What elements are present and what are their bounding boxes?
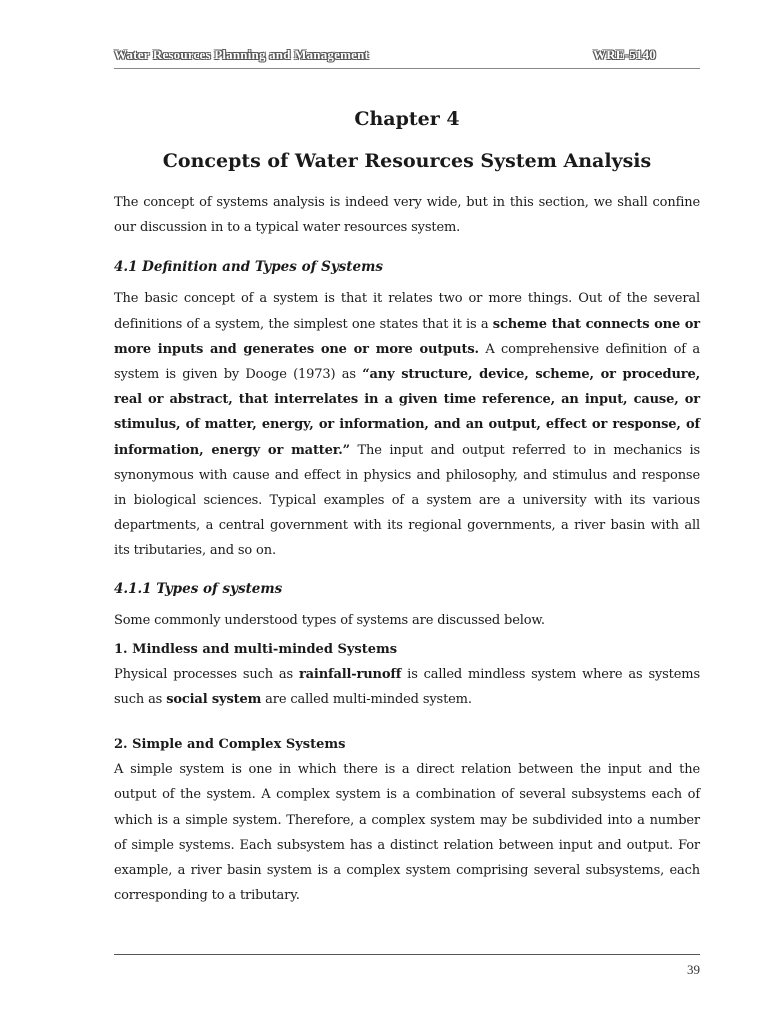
definition-text-3: The input and output referred to in mechanics is synonymous with cause and effect in physics and philosophy, and stimulus and response in biological sciences. Typical examples of a system are a university with its various departments, a central government with its regional governments, a river basin with all its tributaries, and so on. [114, 442, 700, 559]
type-1-text-1: Physical processes such as [114, 666, 299, 682]
page-number: 39 [687, 962, 700, 977]
type-1-heading: 1. Mindless and multi-minded Systems [114, 641, 398, 657]
definition-bold-1: scheme that connects one or more inputs and generates one or more outputs. [114, 316, 700, 357]
page-content [114, 100, 700, 908]
type-2-paragraph: A simple system is one in which there is a direct relation between the input and the output of the system. A complex system is a combination of several subsystems each of which is a simple system. Therefore, a complex system may be subdivided into a number of simple systems. Each subsystem has a distinct relation between input and output. For example, a river basin system is a complex system comprising several subsystems, each corresponding to a tributary. [114, 762, 700, 904]
definition-text-1: The basic concept of a system is that it relates two or more things. Out of the several definitions of a system, the simplest one states that it is a [114, 291, 700, 332]
types-intro-paragraph: Some commonly understood types of systems are discussed below. [114, 612, 545, 628]
course-code: WRE-5140 [593, 47, 656, 62]
intro-paragraph: The concept of systems analysis is indeed very wide, but in this section, we shall confine our discussion in to a typical water resources system. [114, 195, 700, 236]
section-heading-4-1: 4.1 Definition and Types of Systems [114, 259, 383, 276]
definition-paragraph [114, 286, 700, 563]
dooge-definition-quote: “any structure, device, scheme, or procedure, real or abstract, that interrelates in a given time reference, an input, cause, or stimulus, of matter, energy, or information, and an output, effect or response, of information, energy or matter.” [114, 367, 700, 458]
course-title: Water Resources Planning and Management [114, 47, 370, 62]
type-1-bold-2: social system [166, 692, 262, 708]
type-2-heading: 2. Simple and Complex Systems [114, 737, 346, 753]
definition-text-2: A comprehensive definition of a system is given by Dooge (1973) as [114, 341, 700, 383]
type-1-text-3: are called multi-minded system. [261, 692, 472, 708]
chapter-label: Chapter 4 [354, 108, 460, 130]
type-1-bold-1: rainfall-runoff [298, 666, 402, 682]
footer-rule [114, 954, 700, 955]
type-1-paragraph [114, 662, 700, 712]
type-1-text-2: is called mindless system where as systems such as [114, 666, 701, 708]
running-header [114, 44, 700, 69]
section-heading-4-1-1: 4.1.1 Types of systems [114, 580, 283, 597]
chapter-title: Concepts of Water Resources System Analysis [162, 150, 652, 172]
